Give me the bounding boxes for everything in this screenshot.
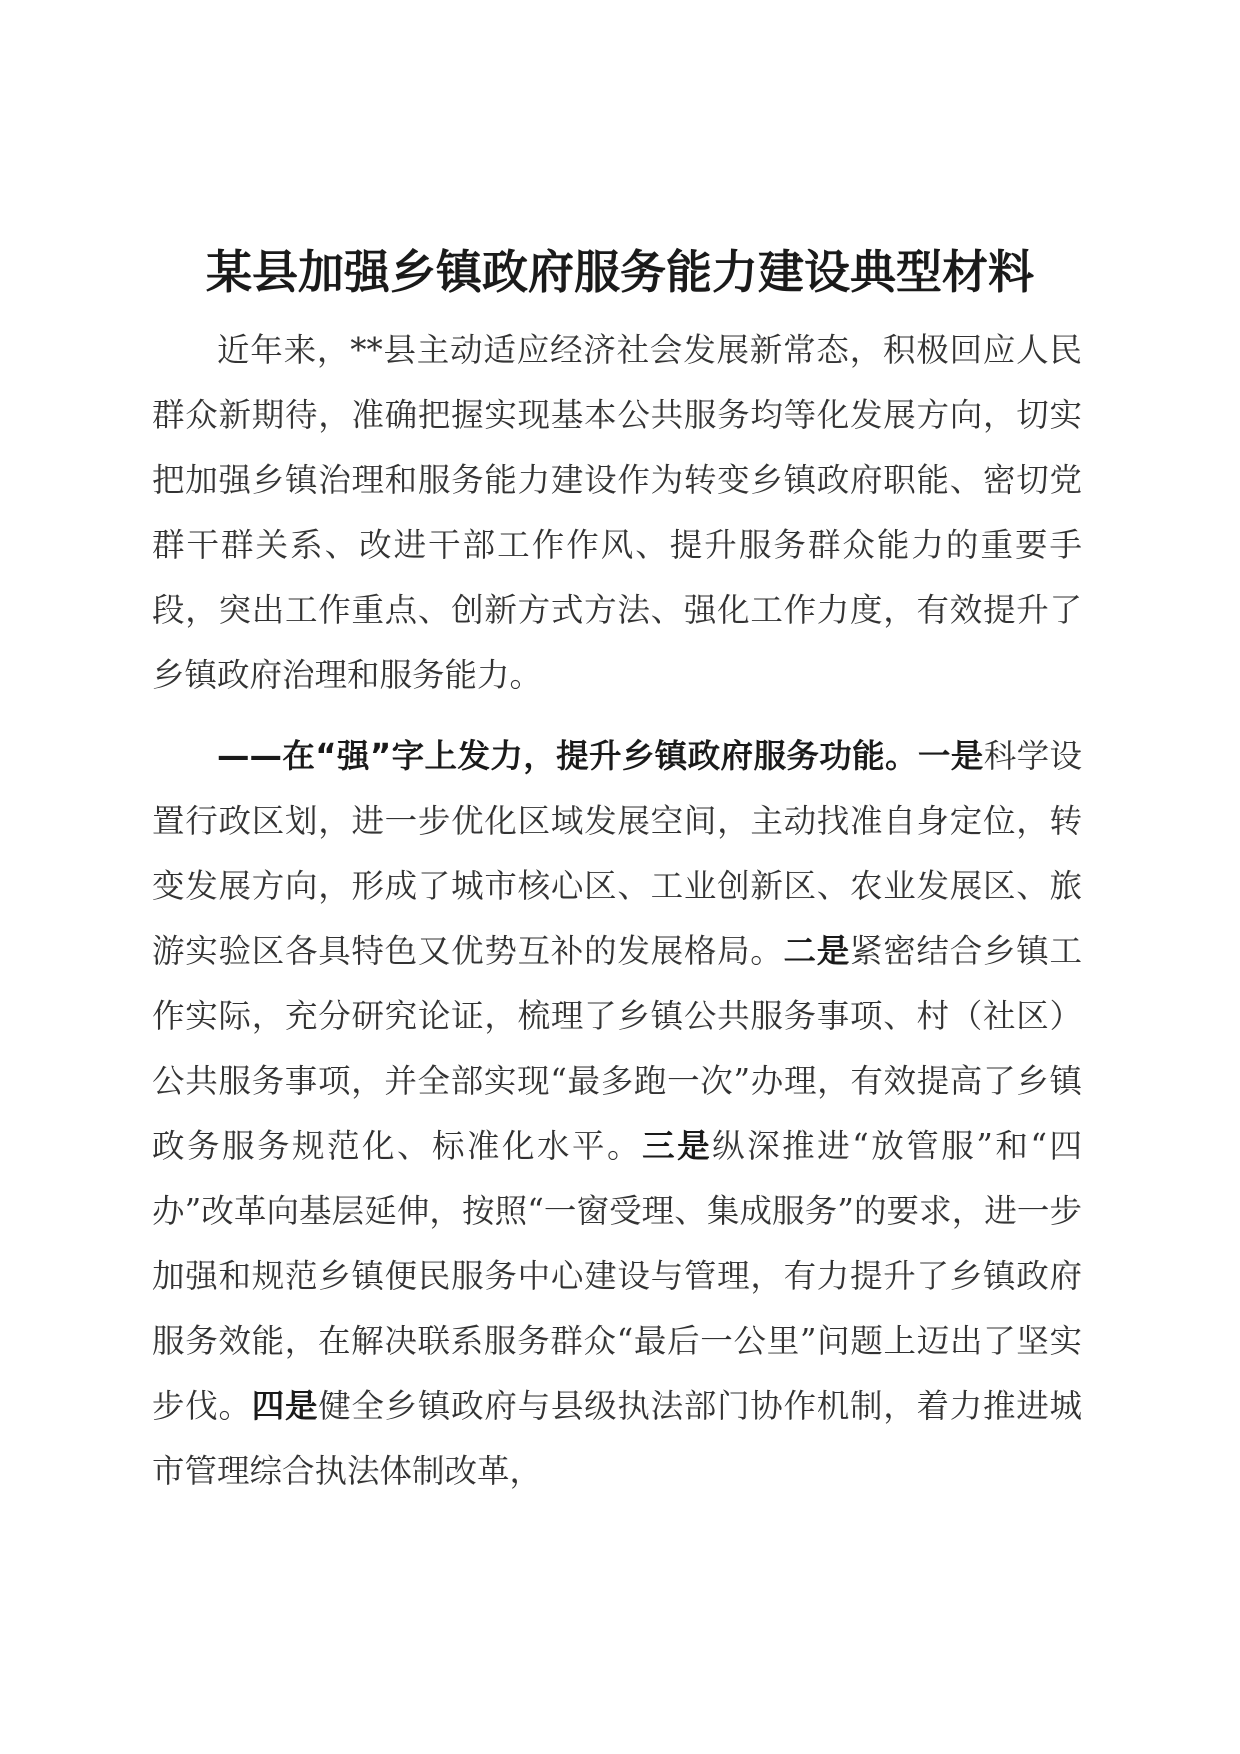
- section-1-paragraph: [152, 724, 1082, 1504]
- point-2-text: 紧密结合乡镇工作实际，充分研究论证，梳理了乡镇公共服务事项、村（社区）公共服务事项，并全部实现“最多跑一次”办理，有效提高了乡镇政务服务规范化、标准化水平。: [152, 932, 1082, 1165]
- point-4-label: 四是: [251, 1387, 319, 1425]
- document-body: [152, 318, 1082, 1504]
- intro-paragraph: 近年来，**县主动适应经济社会发展新常态，积极回应人民群众新期待，准确把握实现基本公共服务均等化发展方向，切实把加强乡镇治理和服务能力建设作为转变乡镇政府职能、密切党群干群关系、改进干部工作作风、提升服务群众能力的重要手段，突出工作重点、创新方式方法、强化工作力度，有效提升了乡镇政府治理和服务能力。: [152, 331, 1082, 694]
- section-1-heading: ——在“强”字上发力，提升乡镇政府服务功能。: [217, 737, 918, 775]
- point-4-text: 健全乡镇政府与县级执法部门协作机制，着力推进城市管理综合执法体制改革，: [152, 1387, 1082, 1490]
- point-1-text: 科学设置行政区划，进一步优化区域发展空间，主动找准自身定位，转变发展方向，形成了城市核心区、工业创新区、农业发展区、旅游实验区各具特色又优势互补的发展格局。: [152, 737, 1082, 970]
- point-3-label: 三是: [642, 1127, 713, 1165]
- document-title: 某县加强乡镇政府服务能力建设典型材料: [206, 245, 1034, 299]
- point-2-label: 二是: [783, 932, 851, 970]
- point-3-text: 纵深推进“放管服”和“四办”改革向基层延伸，按照“一窗受理、集成服务”的要求，进一步加强和规范乡镇便民服务中心建设与管理，有力提升了乡镇政府服务效能，在解决联系服务群众“最后一公里”问题上迈出了坚实步伐。: [152, 1127, 1082, 1425]
- point-1-label: 一是: [917, 737, 984, 775]
